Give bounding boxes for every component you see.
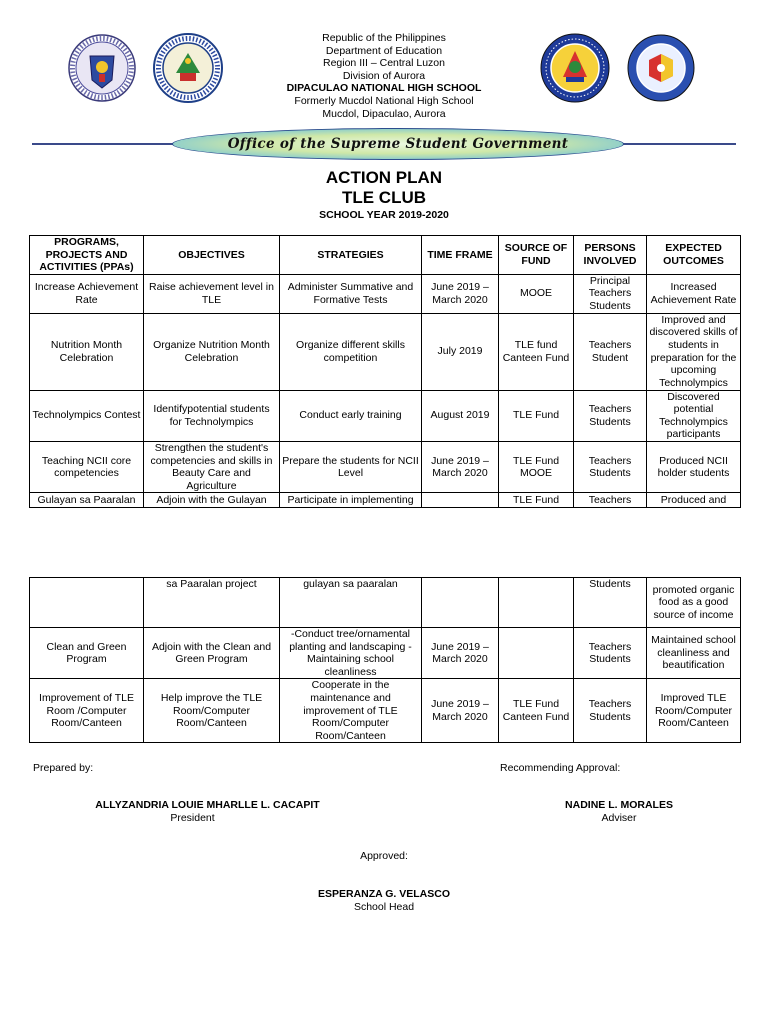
table-cell: Teachers Students: [574, 441, 647, 492]
table-cell: June 2019 – March 2020: [422, 274, 499, 313]
table-cell: gulayan sa paaralan: [280, 578, 422, 628]
table-cell: [499, 578, 574, 628]
table-cell: June 2019 – March 2020: [422, 628, 499, 679]
table-cell: [499, 628, 574, 679]
table-cell: Improved and discovered skills of students in preparation for the upcoming Technolympics: [647, 313, 741, 390]
table-row: [30, 441, 741, 492]
header-region: Region III – Central Luzon: [323, 57, 445, 69]
header-objectives: OBJECTIVES: [144, 236, 280, 275]
adviser-name: NADINE L. MORALES: [565, 799, 673, 811]
banner-rule-right: [616, 143, 736, 145]
deped-seal-icon: [68, 34, 136, 102]
table-cell: Technolympics Contest: [30, 390, 144, 441]
header-school-name: DIPACULAO NATIONAL HIGH SCHOOL: [286, 82, 482, 94]
table-cell: Help improve the TLE Room/Computer Room/Canteen: [144, 679, 280, 743]
table-cell: August 2019: [422, 390, 499, 441]
table-cell: Nutrition Month Celebration: [30, 313, 144, 390]
table-cell: [30, 578, 144, 628]
table-cell: Organize Nutrition Month Celebration: [144, 313, 280, 390]
table-cell: Improvement of TLE Room /Computer Room/Canteen: [30, 679, 144, 743]
table-row: [30, 493, 741, 508]
table-cell: Adjoin with the Clean and Green Program: [144, 628, 280, 679]
table-cell: [422, 493, 499, 508]
table-cell: July 2019: [422, 313, 499, 390]
table-cell: Administer Summative and Formative Tests: [280, 274, 422, 313]
ssg-seal-icon: [540, 33, 610, 103]
title-club: TLE CLUB: [341, 188, 427, 207]
header-time-frame: TIME FRAME: [422, 236, 499, 275]
header-department: Department of Education: [325, 44, 443, 57]
recommending-approval-label: Recommending Approval:: [500, 762, 621, 774]
action-plan-table-1: [29, 235, 741, 508]
title-action-plan: ACTION PLAN: [325, 168, 443, 187]
header-address: Mucdol, Dipaculao, Aurora: [322, 108, 446, 120]
prepared-by-label: Prepared by:: [33, 762, 94, 774]
table-cell: Increased Achievement Rate: [647, 274, 741, 313]
table-cell: Strengthen the student's competencies and skills in Beauty Care and Agriculture: [144, 441, 280, 492]
table-cell: Discovered potential Technolympics participants: [647, 390, 741, 441]
adviser-title: Adviser: [601, 812, 637, 824]
approved-label: Approved:: [360, 850, 408, 862]
table-cell: Teachers: [574, 493, 647, 508]
table-cell: TLE Fund: [499, 390, 574, 441]
table-row: [30, 390, 741, 441]
table-cell: Maintained school cleanliness and beautification: [647, 628, 741, 679]
table-cell: Raise achievement level in TLE: [144, 274, 280, 313]
table-cell: Produced NCII holder students: [647, 441, 741, 492]
table-cell: Increase Achievement Rate: [30, 274, 144, 313]
table-cell: TLE fund Canteen Fund: [499, 313, 574, 390]
table-cell: Teachers Student: [574, 313, 647, 390]
table-cell: Adjoin with the Gulayan: [144, 493, 280, 508]
table-cell: June 2019 – March 2020: [422, 441, 499, 492]
title-school-year: SCHOOL YEAR 2019-2020: [319, 209, 449, 221]
table-cell: sa Paaralan project: [144, 578, 280, 628]
header-formerly: Formerly Mucdol National High School: [294, 95, 474, 107]
table-cell: TLE Fund: [499, 493, 574, 508]
table-row: [30, 628, 741, 679]
ssg-seal-2-icon: [627, 34, 695, 102]
header-persons-involved: PERSONS INVOLVED: [574, 236, 647, 275]
table-cell: promoted organic food as a good source of income: [647, 578, 741, 628]
president-name: ALLYZANDRIA LOUIE MHARLLE L. CACAPIT: [95, 799, 320, 811]
table-cell: TLE Fund MOOE: [499, 441, 574, 492]
header-division: Division of Aurora: [342, 69, 426, 82]
table-cell: Conduct early training: [280, 390, 422, 441]
table-row: [30, 274, 741, 313]
header-expected-outcomes: EXPECTED OUTCOMES: [647, 236, 741, 275]
banner-text: Office of the Supreme Student Government: [227, 136, 569, 152]
table-cell: TLE Fund Canteen Fund: [499, 679, 574, 743]
table-header-row: [30, 236, 741, 275]
header-ppas: PROGRAMS, PROJECTS AND ACTIVITIES (PPAs): [30, 236, 144, 275]
table-cell: [422, 578, 499, 628]
banner-rule-left: [32, 143, 180, 145]
table-cell: Gulayan sa Paaralan: [30, 493, 144, 508]
table-cell: Clean and Green Program: [30, 628, 144, 679]
table-cell: Teaching NCII core competencies: [30, 441, 144, 492]
table-cell: Participate in implementing: [280, 493, 422, 508]
table-cell: Identifypotential students for Technolympics: [144, 390, 280, 441]
table-cell: Prepare the students for NCII Level: [280, 441, 422, 492]
table-row: [30, 679, 741, 743]
action-plan-table-2: [29, 577, 741, 743]
table-cell: Teachers Students: [574, 390, 647, 441]
table-cell: Principal Teachers Students: [574, 274, 647, 313]
table-cell: Produced and: [647, 493, 741, 508]
header-republic: Republic of the Philippines: [322, 32, 446, 44]
table-cell: Improved TLE Room/Computer Room/Canteen: [647, 679, 741, 743]
table-row: [30, 313, 741, 390]
table-cell: Cooperate in the maintenance and improvement of TLE Room/Computer Room/Canteen: [280, 679, 422, 743]
table-cell: Students: [574, 578, 647, 628]
president-title: President: [170, 812, 215, 824]
table-cell: MOOE: [499, 274, 574, 313]
school-head-title: School Head: [353, 901, 415, 913]
table-row: [30, 578, 741, 628]
table-cell: June 2019 – March 2020: [422, 679, 499, 743]
header-source-of-fund: SOURCE OF FUND: [499, 236, 574, 275]
school-seal-icon: [153, 33, 223, 103]
table-cell: Organize different skills competition: [280, 313, 422, 390]
school-head-name: ESPERANZA G. VELASCO: [317, 888, 451, 900]
table-cell: -Conduct tree/ornamental planting and landscaping -Maintaining school cleanliness: [280, 628, 422, 679]
header-strategies: STRATEGIES: [280, 236, 422, 275]
table-cell: Teachers Students: [574, 628, 647, 679]
table-cell: Teachers Students: [574, 679, 647, 743]
